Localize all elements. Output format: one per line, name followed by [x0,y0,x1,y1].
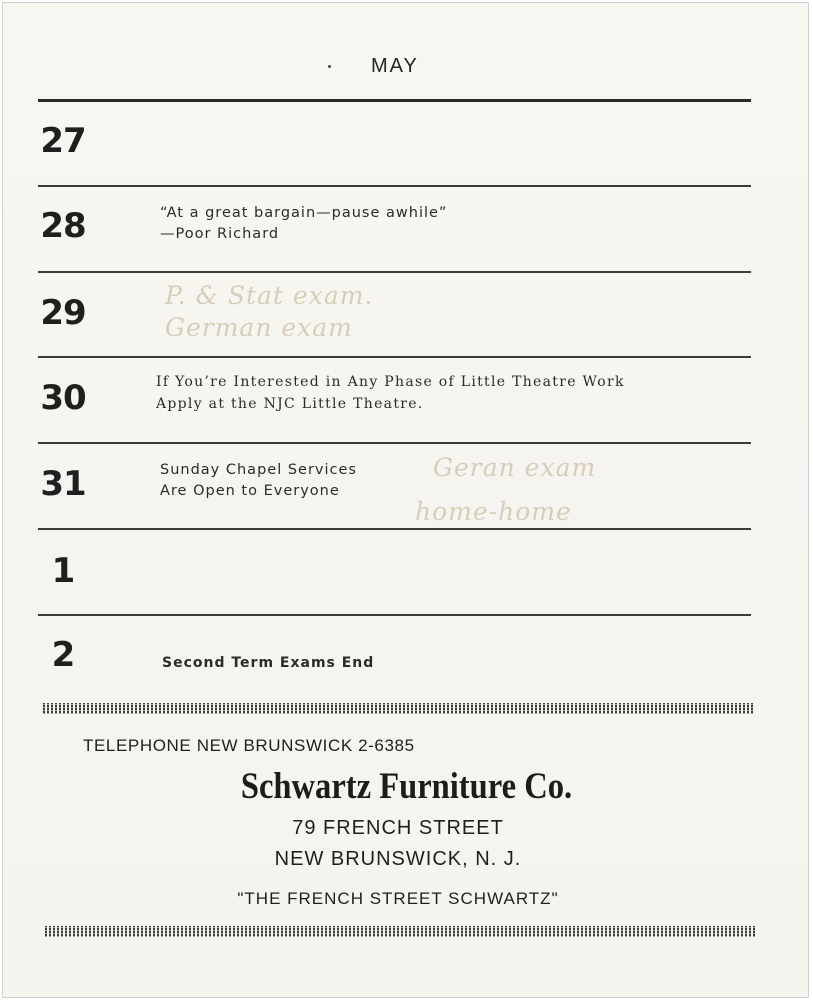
handwritten-note: home-home [415,497,572,526]
calendar-page [2,2,809,998]
ad-motto: "THE FRENCH STREET SCHWARTZ" [237,889,559,908]
day-divider [38,271,751,273]
day-divider [38,442,751,444]
day-note-line: Sunday Chapel Services [160,462,357,478]
day-number: 31 [40,464,86,504]
day-note-line: If You’re Interested in Any Phase of Little Theatre Work [156,374,625,390]
handwritten-note: German exam [165,313,353,342]
day-number: 1 [51,551,75,591]
day-divider [38,528,751,530]
ad-company-name: Schwartz Furniture Co. [240,766,573,807]
handwritten-note: Geran exam [433,453,597,482]
day-note-line: —Poor Richard [160,226,280,242]
month-title: MAY [371,55,419,77]
ad-telephone: TELEPHONE NEW BRUNSWICK 2-6385 [83,736,415,755]
dotted-border-bottom [45,926,757,937]
day-number: 28 [40,206,86,246]
day-divider [38,614,751,616]
ad-city: NEW BRUNSWICK, N. J. [274,848,522,870]
day-number: 30 [40,378,86,418]
day-number: 2 [51,635,75,675]
day-divider [38,356,751,358]
day-note-line: Second Term Exams End [162,655,375,671]
ad-street: 79 FRENCH STREET [292,817,504,839]
ink-speck [328,65,331,68]
day-divider [38,185,751,187]
day-number: 29 [40,293,86,333]
dotted-border-top [43,703,753,714]
day-note-line: “At a great bargain—pause awhile” [160,205,448,221]
day-number: 27 [40,121,86,161]
day-note-line: Apply at the NJC Little Theatre. [156,396,424,412]
day-note-line: Are Open to Everyone [160,483,340,499]
handwritten-note: P. & Stat exam. [165,281,374,310]
top-rule [38,99,751,102]
